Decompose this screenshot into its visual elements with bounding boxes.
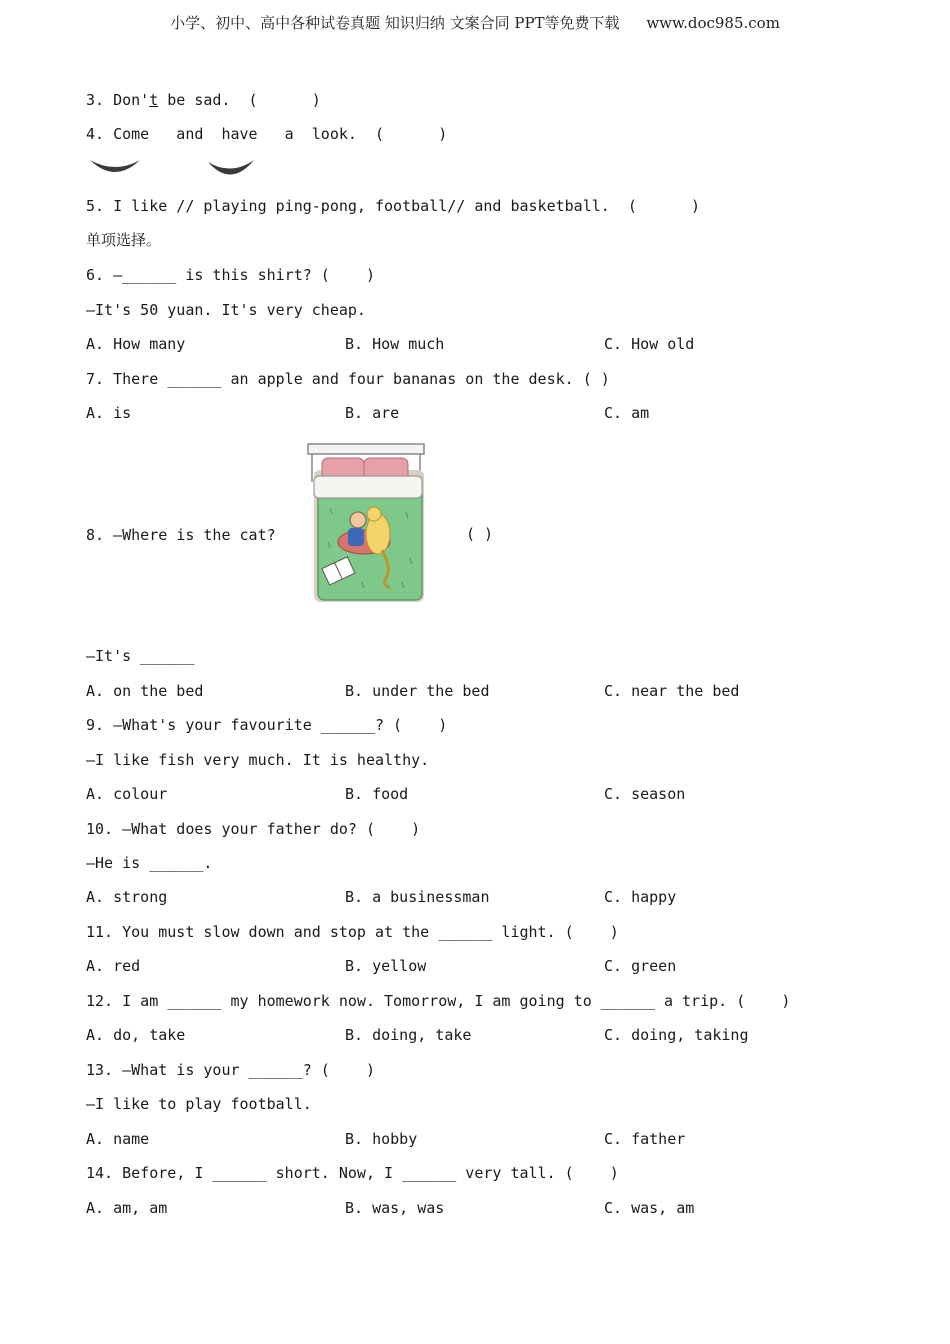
option-a[interactable]: A. do, take [86,1026,186,1044]
option-a[interactable]: A. colour [86,785,168,803]
question-11: 11. You must slow down and stop at the ______ light. ( ) [86,923,619,941]
option-b[interactable]: B. yellow [345,957,427,975]
question-8-paren: ( ) [466,525,494,543]
option-a[interactable]: A. name [86,1130,150,1148]
question-14: 14. Before, I ______ short. Now, I ______ very tall. ( ) [86,1164,619,1182]
question-12: 12. I am ______ my homework now. Tomorrow, I am going to ______ a trip. ( ) [86,992,791,1010]
option-b[interactable]: B. food [345,785,409,803]
smile-mark-icon [206,156,256,184]
option-c[interactable]: C. was, am [604,1199,695,1217]
option-b[interactable]: B. are [345,404,400,422]
option-a[interactable]: A. red [86,957,141,975]
question-13: 13. —What is your ______? ( ) [86,1061,375,1079]
option-c[interactable]: C. am [604,404,650,422]
question-7: 7. There ______ an apple and four bananas on the desk. ( ) [86,370,610,388]
smile-mark-icon [88,156,142,180]
option-b[interactable]: B. hobby [345,1130,418,1148]
question-13-reply: —I like to play football. [86,1095,312,1113]
question-6: 6. —______ is this shirt? ( ) [86,266,375,284]
option-a[interactable]: A. How many [86,335,186,353]
question-10: 10. —What does your father do? ( ) [86,820,421,838]
q3-underlined: t [149,91,159,109]
question-8: 8. —Where is the cat? [86,526,276,544]
option-c[interactable]: C. green [604,957,677,975]
option-c[interactable]: C. near the bed [604,682,740,700]
option-b[interactable]: B. How much [345,335,445,353]
question-6-reply: —It's 50 yuan. It's very cheap. [86,301,366,319]
option-a[interactable]: A. is [86,404,132,422]
question-10-reply: —He is ______. [86,854,213,872]
option-c[interactable]: C. season [604,785,686,803]
cat-on-bed-illustration [302,442,430,608]
question-8-reply: —It's ______ [86,647,195,665]
option-b[interactable]: B. doing, take [345,1026,472,1044]
option-b[interactable]: B. a businessman [345,888,490,906]
option-c[interactable]: C. father [604,1130,686,1148]
option-c[interactable]: C. doing, taking [604,1026,749,1044]
question-5: 5. I like // playing ping-pong, football// and basketball. ( ) [86,197,701,215]
q3-pre: 3. Don' [86,91,150,109]
question-9: 9. —What's your favourite ______? ( ) [86,716,448,734]
option-a[interactable]: A. on the bed [86,682,204,700]
option-a[interactable]: A. strong [86,888,168,906]
header-site-link[interactable]: www.doc985.com [646,14,780,32]
option-c[interactable]: C. How old [604,335,695,353]
header-text: 小学、初中、高中各种试卷真题 知识归纳 文案合同 PPT等免费下载 [170,14,620,32]
option-a[interactable]: A. am, am [86,1199,168,1217]
question-4: 4. Come and have a look. ( ) [86,125,448,143]
option-b[interactable]: B. was, was [345,1199,445,1217]
section-title: 单项选择。 [86,231,162,249]
question-3 [86,90,321,110]
option-c[interactable]: C. happy [604,888,677,906]
option-b[interactable]: B. under the bed [345,682,490,700]
question-9-reply: —I like fish very much. It is healthy. [86,751,430,769]
q3-post: be sad. ( ) [158,91,321,109]
page-header [0,12,950,33]
